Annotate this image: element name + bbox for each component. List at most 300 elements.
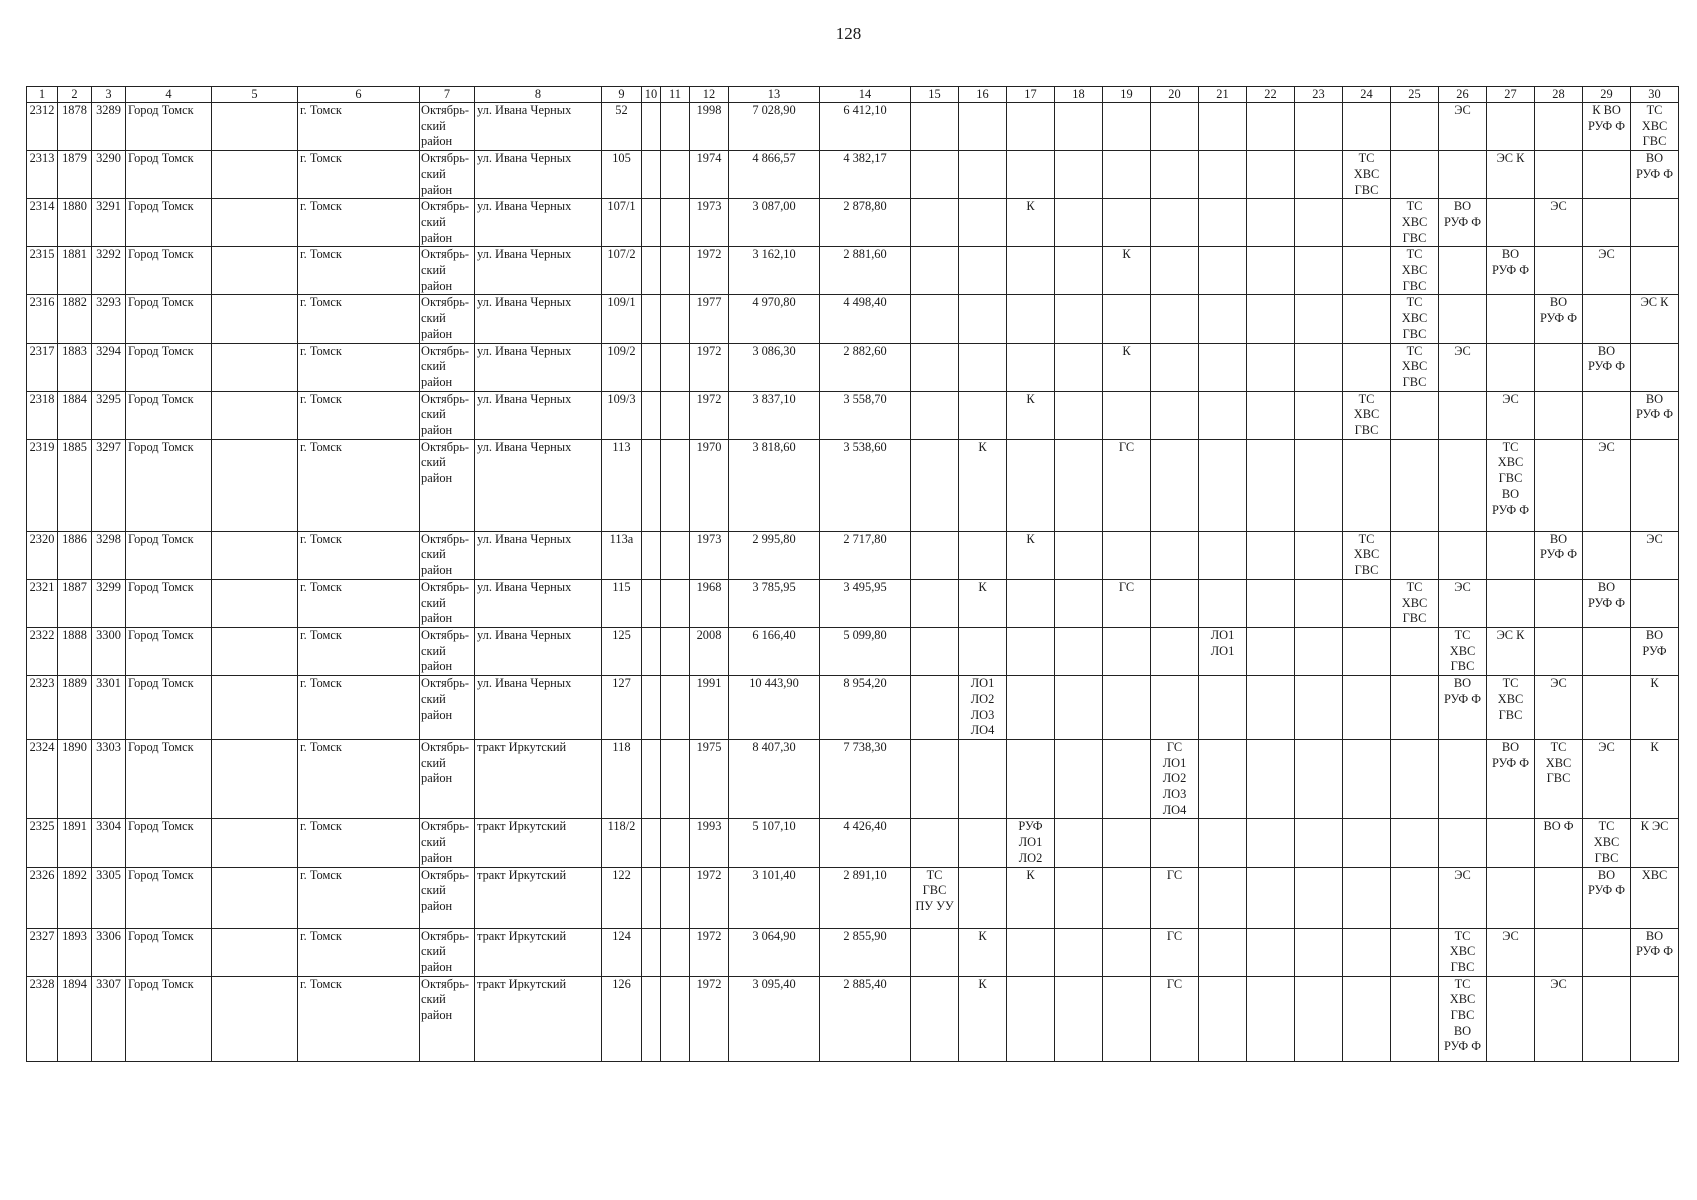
column-header-6: 6 xyxy=(298,87,420,103)
service-cell-28 xyxy=(1535,579,1583,627)
street-cell: ул. Ивана Черных xyxy=(475,343,602,391)
service-cell-17 xyxy=(1007,295,1055,343)
municipality-cell: Город Томск xyxy=(126,391,212,439)
living-area-cell: 3 558,70 xyxy=(820,391,911,439)
settlement-cell: г. Томск xyxy=(298,819,420,867)
service-cell-23 xyxy=(1295,103,1343,151)
service-cell-20 xyxy=(1151,295,1199,343)
service-cell-15 xyxy=(911,151,959,199)
settlement-cell: г. Томск xyxy=(298,531,420,579)
service-cell-19: ГС xyxy=(1103,439,1151,531)
code-b-cell: 3298 xyxy=(92,531,126,579)
column-header-20: 20 xyxy=(1151,87,1199,103)
service-cell-20 xyxy=(1151,391,1199,439)
service-cell-23 xyxy=(1295,247,1343,295)
service-cell-22 xyxy=(1247,739,1295,819)
service-cell-27: ТС ХВС ГВС ВО РУФ Ф xyxy=(1487,439,1535,531)
row-number-cell: 2316 xyxy=(27,295,58,343)
service-cell-16 xyxy=(959,819,1007,867)
build-year-cell: 1974 xyxy=(690,151,729,199)
service-cell-25: ТС ХВС ГВС xyxy=(1391,579,1439,627)
service-cell-25 xyxy=(1391,103,1439,151)
column-header-28: 28 xyxy=(1535,87,1583,103)
service-cell-25 xyxy=(1391,391,1439,439)
house-number-cell: 113а xyxy=(602,531,642,579)
service-cell-29 xyxy=(1583,151,1631,199)
total-area-cell: 6 166,40 xyxy=(729,627,820,675)
settlement-cell: г. Томск xyxy=(298,627,420,675)
municipality-cell: Город Томск xyxy=(126,867,212,928)
service-cell-20 xyxy=(1151,439,1199,531)
column-header-29: 29 xyxy=(1583,87,1631,103)
code-a-cell: 1880 xyxy=(58,199,92,247)
total-area-cell: 4 970,80 xyxy=(729,295,820,343)
service-cell-26 xyxy=(1439,531,1487,579)
service-cell-16 xyxy=(959,343,1007,391)
service-cell-16 xyxy=(959,627,1007,675)
service-cell-28 xyxy=(1535,151,1583,199)
col-10-cell xyxy=(642,819,661,867)
service-cell-16 xyxy=(959,739,1007,819)
row-number-cell: 2322 xyxy=(27,627,58,675)
service-cell-16 xyxy=(959,103,1007,151)
house-number-cell: 109/2 xyxy=(602,343,642,391)
district-cell: Октябрь- ский район xyxy=(420,627,475,675)
service-cell-20 xyxy=(1151,343,1199,391)
street-cell: ул. Ивана Черных xyxy=(475,579,602,627)
district-cell: Октябрь- ский район xyxy=(420,819,475,867)
service-cell-23 xyxy=(1295,579,1343,627)
code-a-cell: 1894 xyxy=(58,976,92,1061)
service-cell-16 xyxy=(959,867,1007,928)
service-cell-15 xyxy=(911,976,959,1061)
service-cell-30: К ЭС xyxy=(1631,819,1679,867)
service-cell-24 xyxy=(1343,103,1391,151)
column-header-15: 15 xyxy=(911,87,959,103)
col-5-cell xyxy=(212,295,298,343)
table-row xyxy=(27,819,1679,867)
col-10-cell xyxy=(642,739,661,819)
service-cell-21 xyxy=(1199,867,1247,928)
service-cell-24 xyxy=(1343,295,1391,343)
service-cell-15 xyxy=(911,295,959,343)
service-cell-30: ЭС xyxy=(1631,531,1679,579)
column-header-7: 7 xyxy=(420,87,475,103)
service-cell-30: ВО РУФ xyxy=(1631,627,1679,675)
col-11-cell xyxy=(661,676,690,740)
column-header-13: 13 xyxy=(729,87,820,103)
service-cell-20: ГС ЛО1 ЛО2 ЛО3 ЛО4 xyxy=(1151,739,1199,819)
table-row xyxy=(27,343,1679,391)
total-area-cell: 3 064,90 xyxy=(729,928,820,976)
row-number-cell: 2313 xyxy=(27,151,58,199)
build-year-cell: 1972 xyxy=(690,343,729,391)
table-row xyxy=(27,928,1679,976)
service-cell-23 xyxy=(1295,739,1343,819)
service-cell-15 xyxy=(911,199,959,247)
service-cell-22 xyxy=(1247,199,1295,247)
col-11-cell xyxy=(661,343,690,391)
service-cell-27: ВО РУФ Ф xyxy=(1487,247,1535,295)
service-cell-17 xyxy=(1007,343,1055,391)
service-cell-21 xyxy=(1199,928,1247,976)
settlement-cell: г. Томск xyxy=(298,928,420,976)
service-cell-21 xyxy=(1199,676,1247,740)
total-area-cell: 5 107,10 xyxy=(729,819,820,867)
municipality-cell: Город Томск xyxy=(126,579,212,627)
col-10-cell xyxy=(642,391,661,439)
service-cell-17 xyxy=(1007,739,1055,819)
code-b-cell: 3299 xyxy=(92,579,126,627)
code-a-cell: 1878 xyxy=(58,103,92,151)
living-area-cell: 2 881,60 xyxy=(820,247,911,295)
service-cell-16: ЛО1 ЛО2 ЛО3 ЛО4 xyxy=(959,676,1007,740)
service-cell-26 xyxy=(1439,151,1487,199)
code-b-cell: 3291 xyxy=(92,199,126,247)
service-cell-19 xyxy=(1103,627,1151,675)
column-header-22: 22 xyxy=(1247,87,1295,103)
service-cell-19 xyxy=(1103,391,1151,439)
code-b-cell: 3306 xyxy=(92,928,126,976)
service-cell-17 xyxy=(1007,151,1055,199)
total-area-cell: 7 028,90 xyxy=(729,103,820,151)
service-cell-15 xyxy=(911,819,959,867)
service-cell-25 xyxy=(1391,627,1439,675)
municipality-cell: Город Томск xyxy=(126,199,212,247)
settlement-cell: г. Томск xyxy=(298,151,420,199)
service-cell-20 xyxy=(1151,247,1199,295)
service-cell-18 xyxy=(1055,103,1103,151)
service-cell-28: ЭС xyxy=(1535,199,1583,247)
code-b-cell: 3304 xyxy=(92,819,126,867)
table-row xyxy=(27,579,1679,627)
service-cell-24 xyxy=(1343,579,1391,627)
service-cell-27 xyxy=(1487,343,1535,391)
service-cell-21 xyxy=(1199,579,1247,627)
col-11-cell xyxy=(661,531,690,579)
row-number-cell: 2312 xyxy=(27,103,58,151)
service-cell-29: ВО РУФ Ф xyxy=(1583,579,1631,627)
street-cell: тракт Иркутский xyxy=(475,819,602,867)
row-number-cell: 2324 xyxy=(27,739,58,819)
service-cell-23 xyxy=(1295,531,1343,579)
service-cell-23 xyxy=(1295,295,1343,343)
code-a-cell: 1892 xyxy=(58,867,92,928)
service-cell-19: К xyxy=(1103,247,1151,295)
code-b-cell: 3293 xyxy=(92,295,126,343)
service-cell-15 xyxy=(911,531,959,579)
service-cell-30: ВО РУФ Ф xyxy=(1631,928,1679,976)
service-cell-30 xyxy=(1631,579,1679,627)
settlement-cell: г. Томск xyxy=(298,579,420,627)
col-5-cell xyxy=(212,739,298,819)
service-cell-17: К xyxy=(1007,199,1055,247)
col-11-cell xyxy=(661,151,690,199)
service-cell-18 xyxy=(1055,739,1103,819)
col-10-cell xyxy=(642,531,661,579)
service-cell-25 xyxy=(1391,867,1439,928)
column-header-11: 11 xyxy=(661,87,690,103)
build-year-cell: 1970 xyxy=(690,439,729,531)
living-area-cell: 2 878,80 xyxy=(820,199,911,247)
settlement-cell: г. Томск xyxy=(298,867,420,928)
living-area-cell: 5 099,80 xyxy=(820,627,911,675)
table-row xyxy=(27,151,1679,199)
code-b-cell: 3295 xyxy=(92,391,126,439)
row-number-cell: 2315 xyxy=(27,247,58,295)
house-number-cell: 105 xyxy=(602,151,642,199)
service-cell-23 xyxy=(1295,199,1343,247)
service-cell-28: ЭС xyxy=(1535,676,1583,740)
total-area-cell: 3 087,00 xyxy=(729,199,820,247)
service-cell-28 xyxy=(1535,439,1583,531)
district-cell: Октябрь- ский район xyxy=(420,739,475,819)
column-header-17: 17 xyxy=(1007,87,1055,103)
service-cell-30 xyxy=(1631,247,1679,295)
code-a-cell: 1890 xyxy=(58,739,92,819)
code-a-cell: 1891 xyxy=(58,819,92,867)
house-number-cell: 115 xyxy=(602,579,642,627)
street-cell: ул. Ивана Черных xyxy=(475,199,602,247)
build-year-cell: 1972 xyxy=(690,247,729,295)
service-cell-27 xyxy=(1487,199,1535,247)
col-5-cell xyxy=(212,579,298,627)
column-header-4: 4 xyxy=(126,87,212,103)
service-cell-19 xyxy=(1103,103,1151,151)
service-cell-17 xyxy=(1007,627,1055,675)
service-cell-26: ТС ХВС ГВС ВО РУФ Ф xyxy=(1439,976,1487,1061)
district-cell: Октябрь- ский район xyxy=(420,579,475,627)
code-a-cell: 1889 xyxy=(58,676,92,740)
code-b-cell: 3290 xyxy=(92,151,126,199)
service-cell-16 xyxy=(959,151,1007,199)
service-cell-24 xyxy=(1343,199,1391,247)
table-row xyxy=(27,439,1679,531)
service-cell-23 xyxy=(1295,928,1343,976)
service-cell-20 xyxy=(1151,199,1199,247)
service-cell-17 xyxy=(1007,928,1055,976)
col-11-cell xyxy=(661,627,690,675)
service-cell-28 xyxy=(1535,627,1583,675)
service-cell-18 xyxy=(1055,391,1103,439)
municipality-cell: Город Томск xyxy=(126,439,212,531)
service-cell-27: ВО РУФ Ф xyxy=(1487,739,1535,819)
col-11-cell xyxy=(661,976,690,1061)
service-cell-21 xyxy=(1199,739,1247,819)
col-5-cell xyxy=(212,676,298,740)
service-cell-21 xyxy=(1199,247,1247,295)
service-cell-15 xyxy=(911,103,959,151)
service-cell-19 xyxy=(1103,295,1151,343)
col-11-cell xyxy=(661,928,690,976)
table-row xyxy=(27,976,1679,1061)
service-cell-21 xyxy=(1199,976,1247,1061)
total-area-cell: 3 785,95 xyxy=(729,579,820,627)
build-year-cell: 1973 xyxy=(690,531,729,579)
service-cell-29: ЭС xyxy=(1583,247,1631,295)
code-a-cell: 1888 xyxy=(58,627,92,675)
service-cell-24 xyxy=(1343,867,1391,928)
service-cell-16 xyxy=(959,295,1007,343)
service-cell-28 xyxy=(1535,103,1583,151)
service-cell-17: РУФ ЛО1 ЛО2 xyxy=(1007,819,1055,867)
build-year-cell: 1993 xyxy=(690,819,729,867)
service-cell-18 xyxy=(1055,343,1103,391)
service-cell-20 xyxy=(1151,627,1199,675)
service-cell-30: К xyxy=(1631,739,1679,819)
service-cell-22 xyxy=(1247,531,1295,579)
code-a-cell: 1881 xyxy=(58,247,92,295)
table-row xyxy=(27,676,1679,740)
service-cell-26 xyxy=(1439,739,1487,819)
municipality-cell: Город Томск xyxy=(126,531,212,579)
service-cell-18 xyxy=(1055,199,1103,247)
settlement-cell: г. Томск xyxy=(298,976,420,1061)
service-cell-18 xyxy=(1055,867,1103,928)
service-cell-26 xyxy=(1439,439,1487,531)
service-cell-23 xyxy=(1295,976,1343,1061)
col-5-cell xyxy=(212,627,298,675)
service-cell-16 xyxy=(959,247,1007,295)
service-cell-16: К xyxy=(959,976,1007,1061)
column-header-30: 30 xyxy=(1631,87,1679,103)
total-area-cell: 2 995,80 xyxy=(729,531,820,579)
street-cell: ул. Ивана Черных xyxy=(475,151,602,199)
column-header-26: 26 xyxy=(1439,87,1487,103)
service-cell-18 xyxy=(1055,676,1103,740)
column-header-24: 24 xyxy=(1343,87,1391,103)
col-10-cell xyxy=(642,151,661,199)
total-area-cell: 3 818,60 xyxy=(729,439,820,531)
municipality-cell: Город Томск xyxy=(126,343,212,391)
street-cell: ул. Ивана Черных xyxy=(475,531,602,579)
service-cell-19 xyxy=(1103,976,1151,1061)
col-5-cell xyxy=(212,439,298,531)
build-year-cell: 1973 xyxy=(690,199,729,247)
service-cell-20 xyxy=(1151,579,1199,627)
service-cell-27 xyxy=(1487,579,1535,627)
street-cell: тракт Иркутский xyxy=(475,739,602,819)
row-number-cell: 2323 xyxy=(27,676,58,740)
house-number-cell: 127 xyxy=(602,676,642,740)
service-cell-25: ТС ХВС ГВС xyxy=(1391,295,1439,343)
settlement-cell: г. Томск xyxy=(298,739,420,819)
service-cell-20 xyxy=(1151,531,1199,579)
service-cell-20 xyxy=(1151,103,1199,151)
service-cell-26: ТС ХВС ГВС xyxy=(1439,627,1487,675)
service-cell-15: ТС ГВС ПУ УУ xyxy=(911,867,959,928)
service-cell-23 xyxy=(1295,343,1343,391)
service-cell-25 xyxy=(1391,739,1439,819)
settlement-cell: г. Томск xyxy=(298,439,420,531)
service-cell-21 xyxy=(1199,151,1247,199)
service-cell-24 xyxy=(1343,928,1391,976)
build-year-cell: 1991 xyxy=(690,676,729,740)
service-cell-15 xyxy=(911,439,959,531)
col-5-cell xyxy=(212,819,298,867)
service-cell-18 xyxy=(1055,579,1103,627)
column-header-27: 27 xyxy=(1487,87,1535,103)
service-cell-22 xyxy=(1247,676,1295,740)
district-cell: Октябрь- ский район xyxy=(420,151,475,199)
service-cell-22 xyxy=(1247,976,1295,1061)
column-header-18: 18 xyxy=(1055,87,1103,103)
code-b-cell: 3294 xyxy=(92,343,126,391)
col-10-cell xyxy=(642,439,661,531)
service-cell-17 xyxy=(1007,247,1055,295)
col-10-cell xyxy=(642,627,661,675)
living-area-cell: 7 738,30 xyxy=(820,739,911,819)
code-a-cell: 1883 xyxy=(58,343,92,391)
page-number: 128 xyxy=(835,24,862,43)
service-cell-18 xyxy=(1055,531,1103,579)
district-cell: Октябрь- ский район xyxy=(420,103,475,151)
column-header-14: 14 xyxy=(820,87,911,103)
col-5-cell xyxy=(212,976,298,1061)
service-cell-20: ГС xyxy=(1151,867,1199,928)
house-number-cell: 126 xyxy=(602,976,642,1061)
street-cell: ул. Ивана Черных xyxy=(475,391,602,439)
service-cell-27 xyxy=(1487,295,1535,343)
service-cell-29: К ВО РУФ Ф xyxy=(1583,103,1631,151)
service-cell-21: ЛО1 ЛО1 xyxy=(1199,627,1247,675)
settlement-cell: г. Томск xyxy=(298,295,420,343)
living-area-cell: 2 717,80 xyxy=(820,531,911,579)
service-cell-16 xyxy=(959,531,1007,579)
service-cell-22 xyxy=(1247,103,1295,151)
total-area-cell: 3 101,40 xyxy=(729,867,820,928)
service-cell-27: ЭС xyxy=(1487,391,1535,439)
service-cell-19: ГС xyxy=(1103,579,1151,627)
code-b-cell: 3292 xyxy=(92,247,126,295)
service-cell-29 xyxy=(1583,627,1631,675)
code-b-cell: 3301 xyxy=(92,676,126,740)
table-row xyxy=(27,867,1679,928)
col-5-cell xyxy=(212,391,298,439)
column-header-23: 23 xyxy=(1295,87,1343,103)
service-cell-25 xyxy=(1391,819,1439,867)
service-cell-23 xyxy=(1295,867,1343,928)
house-number-cell: 124 xyxy=(602,928,642,976)
service-cell-21 xyxy=(1199,343,1247,391)
house-number-cell: 122 xyxy=(602,867,642,928)
street-cell: тракт Иркутский xyxy=(475,928,602,976)
service-cell-22 xyxy=(1247,247,1295,295)
build-year-cell: 1972 xyxy=(690,391,729,439)
service-cell-18 xyxy=(1055,439,1103,531)
column-header-12: 12 xyxy=(690,87,729,103)
district-cell: Октябрь- ский район xyxy=(420,976,475,1061)
col-5-cell xyxy=(212,151,298,199)
municipality-cell: Город Томск xyxy=(126,247,212,295)
settlement-cell: г. Томск xyxy=(298,391,420,439)
service-cell-24 xyxy=(1343,247,1391,295)
settlement-cell: г. Томск xyxy=(298,676,420,740)
service-cell-29: ЭС xyxy=(1583,439,1631,531)
table-row xyxy=(27,391,1679,439)
street-cell: ул. Ивана Черных xyxy=(475,295,602,343)
total-area-cell: 3 162,10 xyxy=(729,247,820,295)
col-11-cell xyxy=(661,579,690,627)
service-cell-21 xyxy=(1199,199,1247,247)
col-11-cell xyxy=(661,439,690,531)
street-cell: ул. Ивана Черных xyxy=(475,247,602,295)
register-rows xyxy=(27,103,1679,1062)
service-cell-28: ВО РУФ Ф xyxy=(1535,295,1583,343)
total-area-cell: 3 086,30 xyxy=(729,343,820,391)
code-b-cell: 3305 xyxy=(92,867,126,928)
table-row xyxy=(27,531,1679,579)
